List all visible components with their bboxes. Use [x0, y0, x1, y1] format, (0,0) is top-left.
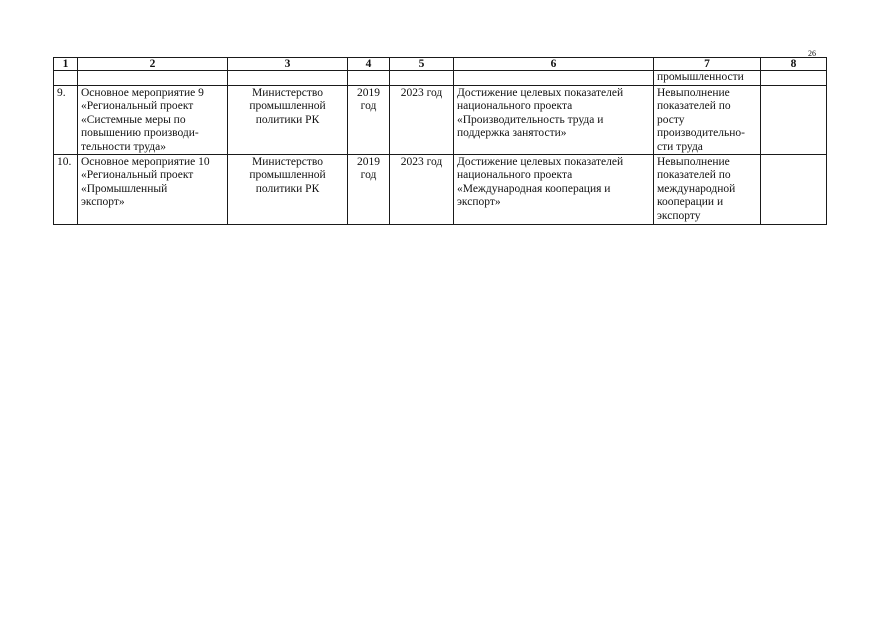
continuation-row — [54, 71, 827, 86]
header-row — [54, 58, 827, 71]
table-cell — [390, 71, 454, 86]
table-cell — [761, 71, 827, 86]
consequence-cell — [654, 155, 761, 225]
row-number: 10. — [54, 155, 78, 225]
cell-line: Основное мероприятие 9 — [81, 87, 204, 99]
consequence-cell — [654, 86, 761, 155]
cell-line: тельности труда» — [81, 140, 166, 153]
cell-line: год — [360, 169, 377, 182]
cell-line: показателей по — [657, 169, 731, 182]
result-cell — [454, 86, 654, 155]
cell-line: «Промышленный — [81, 182, 168, 195]
executor-cell — [228, 86, 348, 155]
column-header: 5 — [390, 58, 454, 71]
row-number: 9. — [54, 86, 78, 155]
table-cell — [348, 71, 390, 86]
cell-line: показателей по — [657, 100, 731, 113]
cell-line: политики РК — [255, 182, 320, 195]
cell-line: «Производительность труда и — [457, 113, 604, 126]
cell-line: Основное мероприятие 10 — [81, 156, 210, 169]
table-cell: промышленности — [654, 71, 761, 86]
cell-line: год — [360, 100, 377, 113]
cell-line: 2019 — [357, 156, 380, 169]
column-header: 6 — [454, 58, 654, 71]
executor-cell — [228, 155, 348, 225]
table-row — [54, 86, 827, 155]
note-cell — [761, 86, 827, 155]
table-row — [54, 155, 827, 225]
cell-line: экспорт» — [457, 196, 501, 209]
cell-line: политики РК — [255, 113, 320, 126]
column-header: 3 — [228, 58, 348, 71]
measures-table — [53, 57, 827, 225]
start-year-cell — [348, 155, 390, 225]
result-cell — [454, 155, 654, 225]
note-cell — [761, 155, 827, 225]
end-year-cell — [390, 155, 454, 225]
cell-line: производительно- — [657, 127, 745, 140]
cell-line: Министерство — [252, 87, 323, 99]
cell-line: «Системные меры по — [81, 113, 186, 126]
cell-line: Невыполнение — [657, 87, 730, 99]
cell-line: экспорту — [657, 209, 701, 222]
cell-line: повышению производи- — [81, 127, 199, 140]
cell-line: национального проекта — [457, 100, 573, 113]
cell-line: 2023 год — [400, 87, 443, 99]
event-cell — [78, 155, 228, 225]
cell-line: Невыполнение — [657, 156, 730, 169]
cell-line: «Региональный проект — [81, 100, 194, 113]
cell-line: 2019 — [357, 87, 380, 99]
table-cell — [228, 71, 348, 86]
cell-line: кооперации и — [657, 196, 724, 209]
column-header: 8 — [761, 58, 827, 71]
cell-line: экспорт» — [81, 196, 125, 209]
end-year-cell — [390, 86, 454, 155]
cell-line: Министерство — [252, 156, 323, 169]
cell-line: «Международная кооперация и — [457, 182, 611, 195]
cell-line: сти труда — [657, 140, 703, 153]
table-cell — [454, 71, 654, 86]
table-cell — [54, 71, 78, 86]
cell-line: росту — [657, 113, 685, 126]
cell-line: международной — [657, 182, 736, 195]
cell-line: Достижение целевых показателей — [457, 87, 624, 99]
cell-line: промышленной — [249, 169, 326, 182]
cell-line: национального проекта — [457, 169, 573, 182]
table-cell — [78, 71, 228, 86]
start-year-cell — [348, 86, 390, 155]
cell-line: Достижение целевых показателей — [457, 156, 624, 169]
column-header: 2 — [78, 58, 228, 71]
page-number: 26 — [808, 49, 816, 58]
event-cell — [78, 86, 228, 155]
cell-line: поддержка занятости» — [457, 127, 567, 140]
column-header: 1 — [54, 58, 78, 71]
cell-line: «Региональный проект — [81, 169, 194, 182]
column-header: 4 — [348, 58, 390, 71]
cell-line: 2023 год — [400, 156, 443, 169]
cell-line: промышленной — [249, 100, 326, 113]
column-header: 7 — [654, 58, 761, 71]
